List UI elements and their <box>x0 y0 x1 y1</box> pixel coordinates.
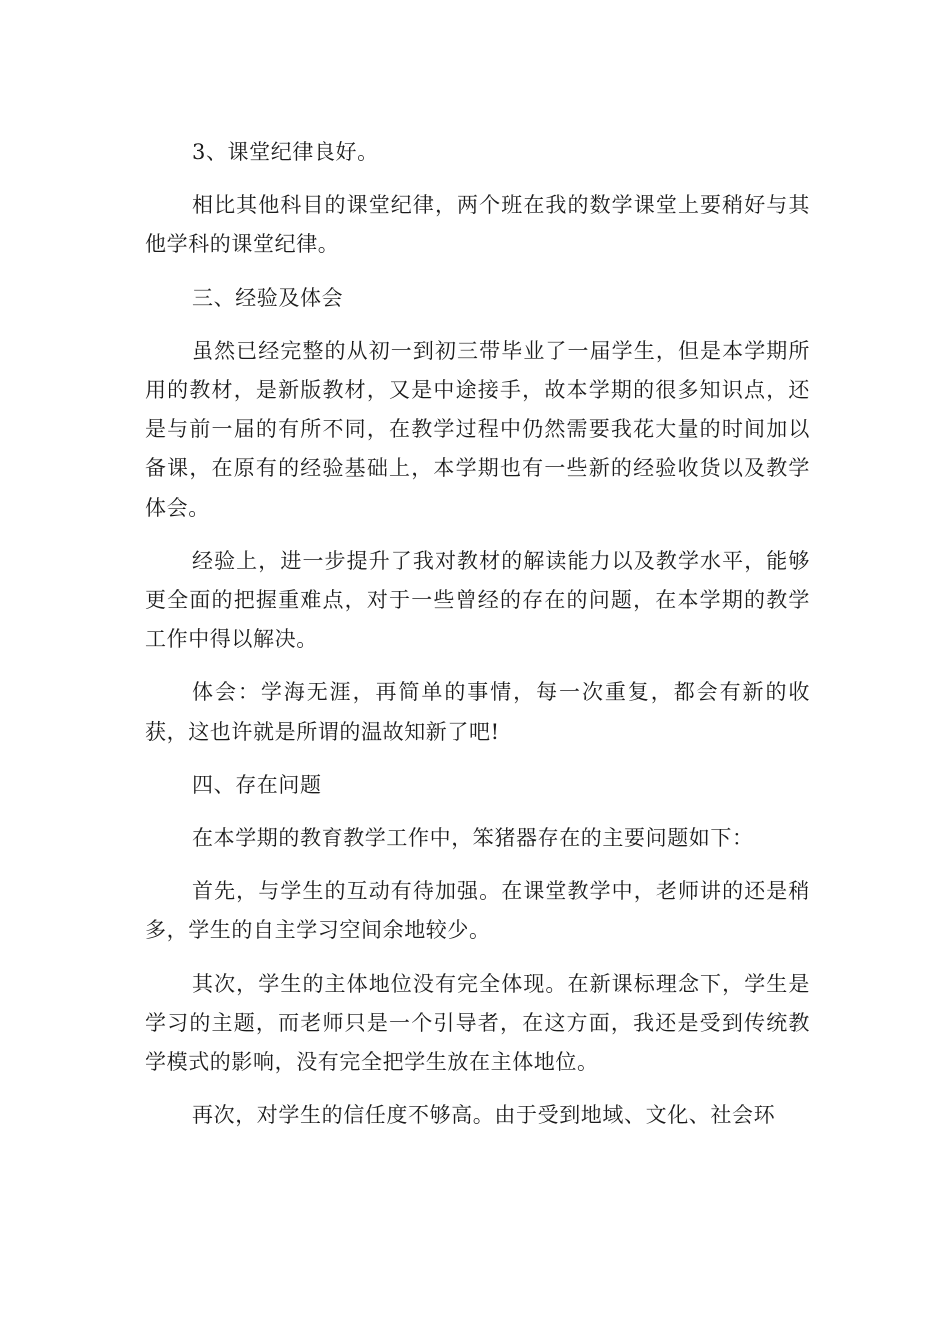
paragraph-new-textbook: 虽然已经完整的从初一到初三带毕业了一届学生，但是本学期所用的教材，是新版教材，又是中途接手，故本学期的很多知识点，还是与前一届的有所不同，在教学过程中仍然需要我花大量的时间加以备课，在原有的经验基础上，本学期也有一些新的经验收货以及教学体会。 <box>145 338 810 520</box>
section-heading-classroom-discipline: 3、课堂纪律良好。 <box>192 140 379 164</box>
section-heading-problems: 四、存在问题 <box>192 772 322 797</box>
paragraph-experience: 经验上，进一步提升了我对教材的解读能力以及教学水平，能够更全面的把握重难点，对于一些曾经的存在的问题，在本学期的教学工作中得以解决。 <box>145 548 810 652</box>
paragraph-problem-second: 其次，学生的主体地位没有完全体现。在新课标理念下，学生是学习的主题，而老师只是一个引导者，在这方面，我还是受到传统教学模式的影响，没有完全把学生放在主体地位。 <box>145 971 810 1075</box>
document-page <box>145 133 810 1149</box>
paragraph-discipline-comparison: 相比其他科目的课堂纪律，两个班在我的数学课堂上要稍好与其他学科的课堂纪律。 <box>145 193 810 257</box>
paragraph-problem-third: 再次，对学生的信任度不够高。由于受到地域、文化、社会环 <box>192 1103 776 1128</box>
paragraph-reflection: 体会：学海无涯，再简单的事情，每一次重复，都会有新的收获，这也许就是所谓的温故知新了吧! <box>145 680 810 744</box>
section-heading-experience: 三、经验及体会 <box>192 285 344 310</box>
paragraph-problem-first: 首先，与学生的互动有待加强。在课堂教学中，老师讲的还是稍多，学生的自主学习空间余地较少。 <box>145 879 810 943</box>
paragraph-problems-intro: 在本学期的教育教学工作中，笨猪器存在的主要问题如下： <box>192 826 754 851</box>
